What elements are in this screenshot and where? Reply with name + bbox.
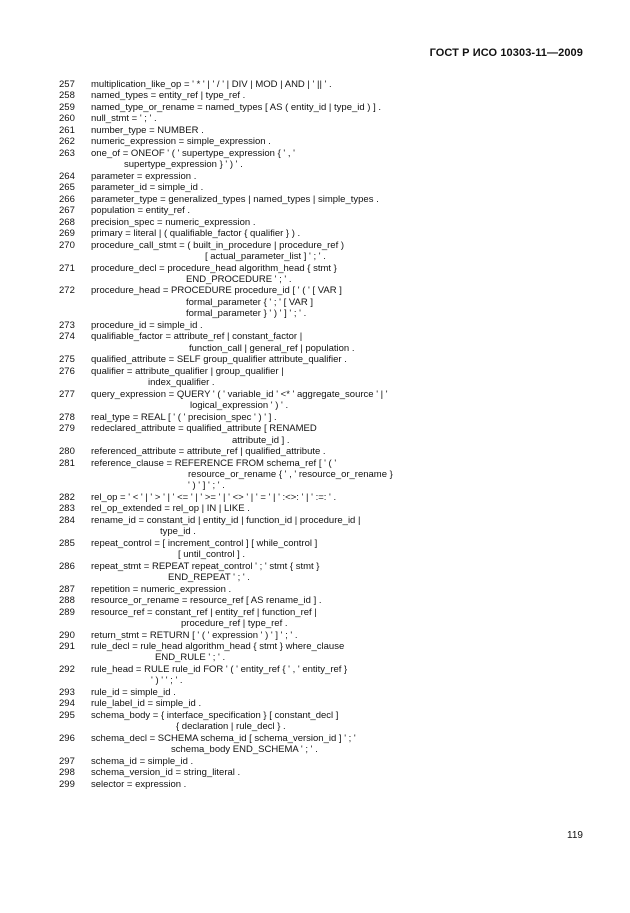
rule-number: 277 (59, 388, 75, 400)
syntax-rule (0, 148, 630, 171)
syntax-rule (0, 263, 630, 286)
rule-text: referenced_attribute = attribute_ref | qualified_attribute . (91, 446, 326, 458)
syntax-rule (0, 79, 630, 90)
syntax-rule (0, 698, 630, 709)
syntax-rule (0, 561, 630, 584)
rule-number: 278 (59, 411, 75, 423)
rule-text-continuation: type_id . (160, 526, 196, 538)
rule-text-continuation: index_qualifier . (148, 377, 215, 389)
syntax-rule (0, 767, 630, 778)
rule-text: numeric_expression = simple_expression . (91, 136, 271, 148)
rule-text-continuation: [ until_control ] . (178, 549, 246, 561)
rule-number: 264 (59, 170, 75, 182)
rule-number: 284 (59, 514, 75, 526)
rule-text: redeclared_attribute = qualified_attribute [ RENAMED (91, 423, 317, 435)
syntax-rule (0, 733, 630, 756)
rule-text: repetition = numeric_expression . (91, 583, 232, 595)
rule-text: rel_op = ' < ' | ' > ' | ' <= ' | ' >= ' | ' <> ' | ' = ' | ' :<>: ' | ' :=: ' . (91, 491, 337, 503)
rule-number: 263 (59, 147, 75, 159)
document-header: ГОСТ Р ИСО 10303-11—2009 (429, 47, 583, 59)
rule-text: one_of = ONEOF ' ( ' supertype_expression { ' , ' (91, 147, 295, 159)
syntax-rule (0, 205, 630, 216)
syntax-rule (0, 285, 630, 319)
syntax-rule (0, 458, 630, 492)
rule-text: parameter = expression . (91, 170, 197, 182)
syntax-rule (0, 710, 630, 733)
rule-text: multiplication_like_op = ' * ' | ' / ' | DIV | MOD | AND | ' || ' . (91, 79, 332, 90)
syntax-rule (0, 136, 630, 147)
rule-text: selector = expression . (91, 778, 187, 790)
rule-text: rule_id = simple_id . (91, 686, 176, 698)
rule-text: return_stmt = RETURN [ ' ( ' expression ' ) ' ] ' ; ' . (91, 629, 298, 641)
rule-text: rename_id = constant_id | entity_id | function_id | procedure_id | (91, 514, 361, 526)
syntax-rule (0, 320, 630, 331)
rule-text: null_stmt = ' ; ' . (91, 113, 157, 125)
syntax-rule (0, 182, 630, 193)
rule-number: 275 (59, 354, 75, 366)
syntax-rule (0, 641, 630, 664)
syntax-rule (0, 171, 630, 182)
rule-number: 267 (59, 205, 75, 217)
rule-text: resource_ref = constant_ref | entity_ref | function_ref | (91, 606, 317, 618)
rule-number: 271 (59, 262, 75, 274)
rule-number: 288 (59, 595, 75, 607)
rule-number: 286 (59, 560, 75, 572)
rule-text: qualifier = attribute_qualifier | group_qualifier | (91, 365, 284, 377)
syntax-rule (0, 503, 630, 514)
syntax-rule (0, 446, 630, 457)
rule-number: 266 (59, 193, 75, 205)
rule-text-continuation: { declaration | rule_decl } . (176, 721, 286, 733)
syntax-rule (0, 515, 630, 538)
rule-number: 289 (59, 606, 75, 618)
rule-number: 261 (59, 124, 75, 136)
rule-text-continuation: END_PROCEDURE ' ; ' . (186, 273, 292, 285)
rule-number: 285 (59, 537, 75, 549)
rule-number: 273 (59, 319, 75, 331)
rule-text: repeat_stmt = REPEAT repeat_control ' ; ' stmt { stmt } (91, 560, 320, 572)
rule-text: procedure_id = simple_id . (91, 319, 203, 331)
syntax-rule (0, 217, 630, 228)
rule-number: 290 (59, 629, 75, 641)
rule-text-continuation: resource_or_rename { ' , ' resource_or_rename } (188, 468, 393, 480)
rule-text: repeat_control = [ increment_control ] [ while_control ] (91, 537, 318, 549)
rule-number: 280 (59, 446, 75, 458)
syntax-rule (0, 630, 630, 641)
rule-number: 259 (59, 101, 75, 113)
syntax-rule (0, 194, 630, 205)
syntax-rule (0, 595, 630, 606)
rule-text: schema_id = simple_id . (91, 755, 194, 767)
rule-text: qualifiable_factor = attribute_ref | constant_factor | (91, 331, 303, 343)
syntax-rule (0, 90, 630, 101)
rule-text: procedure_head = PROCEDURE procedure_id [ ' ( ' [ VAR ] (91, 285, 342, 297)
rule-text-continuation: END_RULE ' ; ' . (155, 652, 226, 664)
rule-number: 281 (59, 457, 75, 469)
rule-number: 262 (59, 136, 75, 148)
rule-text-continuation: logical_expression ' ) ' . (190, 400, 289, 412)
syntax-rule (0, 366, 630, 389)
rule-text-continuation: [ actual_parameter_list ] ' ; ' . (205, 251, 326, 263)
rule-text-continuation: ' ) ' ' ; ' . (151, 675, 183, 687)
rule-number: 269 (59, 228, 75, 240)
rule-number: 294 (59, 698, 75, 710)
rule-text: schema_body = { interface_specification } [ constant_decl ] (91, 709, 339, 721)
rule-text: schema_decl = SCHEMA schema_id [ schema_version_id ] ' ; ' (91, 732, 356, 744)
rule-number: 268 (59, 216, 75, 228)
syntax-rule (0, 538, 630, 561)
rule-text: reference_clause = REFERENCE FROM schema_ref [ ' ( ' (91, 457, 337, 469)
rule-number: 295 (59, 709, 75, 721)
rule-text-continuation: function_call | general_ref | population . (189, 342, 355, 354)
rule-text-continuation: attribute_id ] . (232, 434, 290, 446)
rule-number: 296 (59, 732, 75, 744)
rule-text: named_type_or_rename = named_types [ AS ( entity_id | type_id ) ] . (91, 101, 382, 113)
rule-text-continuation: formal_parameter } ' ) ' ] ' ; ' . (186, 308, 307, 320)
rule-number: 297 (59, 755, 75, 767)
rule-text: named_types = entity_ref | type_ref . (91, 90, 246, 102)
rule-number: 270 (59, 239, 75, 251)
rule-number: 299 (59, 778, 75, 790)
rule-number: 292 (59, 663, 75, 675)
rule-text-continuation: END_REPEAT ' ; ' . (168, 572, 250, 584)
rule-text-continuation: ' ) ' ] ' ; ' . (188, 480, 225, 492)
rule-text: real_type = REAL [ ' ( ' precision_spec ' ) ' ] . (91, 411, 277, 423)
syntax-rule (0, 687, 630, 698)
rule-text: rule_head = RULE rule_id FOR ' ( ' entity_ref { ' , ' entity_ref } (91, 663, 348, 675)
syntax-rule (0, 331, 630, 354)
rule-number: 257 (59, 79, 75, 90)
syntax-rule (0, 492, 630, 503)
syntax-rule (0, 228, 630, 239)
rule-text: rule_decl = rule_head algorithm_head { stmt } where_clause (91, 641, 345, 653)
rule-number: 276 (59, 365, 75, 377)
syntax-rule (0, 423, 630, 446)
rule-text: resource_or_rename = resource_ref [ AS rename_id ] . (91, 595, 322, 607)
syntax-rule (0, 584, 630, 595)
page-number: 119 (567, 830, 583, 841)
syntax-rule (0, 412, 630, 423)
syntax-rule (0, 125, 630, 136)
rule-number: 287 (59, 583, 75, 595)
rule-text: parameter_type = generalized_types | named_types | simple_types . (91, 193, 379, 205)
syntax-rule (0, 240, 630, 263)
rule-number: 283 (59, 503, 75, 515)
rule-text: number_type = NUMBER . (91, 124, 204, 136)
syntax-rule (0, 102, 630, 113)
rule-text: parameter_id = simple_id . (91, 182, 204, 194)
rule-text: precision_spec = numeric_expression . (91, 216, 256, 228)
rule-text: population = entity_ref . (91, 205, 191, 217)
rule-text: primary = literal | ( qualifiable_factor { qualifier } ) . (91, 228, 301, 240)
rule-number: 258 (59, 90, 75, 102)
syntax-rule (0, 389, 630, 412)
syntax-rule (0, 664, 630, 687)
rule-number: 260 (59, 113, 75, 125)
syntax-rule (0, 354, 630, 365)
rule-number: 298 (59, 767, 75, 779)
rule-number: 282 (59, 491, 75, 503)
rule-number: 279 (59, 423, 75, 435)
rule-number: 274 (59, 331, 75, 343)
syntax-rule (0, 756, 630, 767)
rule-number: 293 (59, 686, 75, 698)
rule-text: query_expression = QUERY ' ( ' variable_id ' <* ' aggregate_source ' | ' (91, 388, 388, 400)
rule-text: rel_op_extended = rel_op | IN | LIKE . (91, 503, 250, 515)
rule-text: rule_label_id = simple_id . (91, 698, 202, 710)
rule-text-continuation: schema_body END_SCHEMA ' ; ' . (171, 744, 318, 756)
rule-number: 265 (59, 182, 75, 194)
rule-number: 272 (59, 285, 75, 297)
rule-text: qualified_attribute = SELF group_qualifier attribute_qualifier . (91, 354, 347, 366)
syntax-rule (0, 113, 630, 124)
syntax-rule (0, 779, 630, 790)
rule-text-continuation: supertype_expression } ' ) ' . (124, 159, 243, 171)
rule-text-continuation: formal_parameter { ' ; ' [ VAR ] (186, 296, 313, 308)
syntax-rule (0, 607, 630, 630)
rule-text-continuation: procedure_ref | type_ref . (181, 618, 288, 630)
rule-text: procedure_call_stmt = ( built_in_procedure | procedure_ref ) (91, 239, 345, 251)
rule-number: 291 (59, 641, 75, 653)
rule-text: procedure_decl = procedure_head algorithm_head { stmt } (91, 262, 337, 274)
rule-text: schema_version_id = string_literal . (91, 767, 241, 779)
